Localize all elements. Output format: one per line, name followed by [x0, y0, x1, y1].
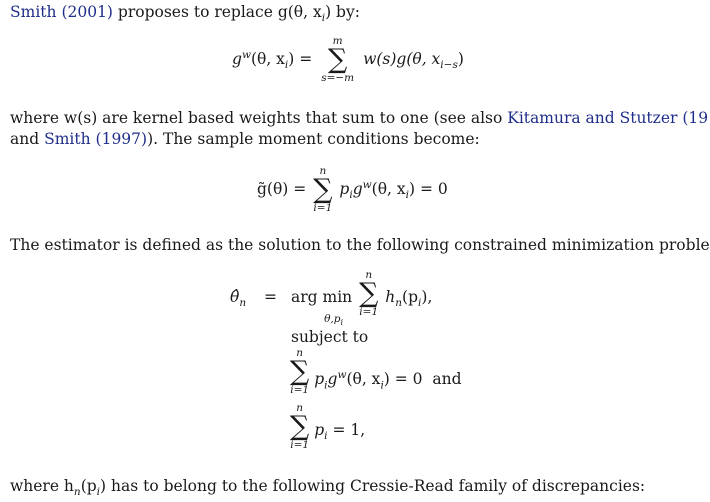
eq3-argmin-sub: $\theta,p_i$	[324, 313, 344, 328]
sigma-icon: ∑	[313, 174, 333, 205]
eq3-c1-summation	[290, 348, 309, 396]
citation-year[interactable]: (2001)	[61, 3, 113, 21]
eq3-theta-sub: n	[239, 297, 247, 310]
eq1-rhs-close: )	[457, 50, 464, 68]
eq3-theta-hat: θ̂	[230, 288, 240, 306]
citation-smith-1997[interactable]	[44, 130, 147, 148]
kernel-text: where w(s) are kernel based weights that sum to one (see also	[10, 109, 503, 127]
eq1-rhs: w(s)g(θ, x	[363, 50, 441, 68]
paragraph-estimator	[10, 235, 710, 255]
kernel-tail: ). The sample moment conditions become:	[147, 130, 480, 148]
citation-smith-author[interactable]: Smith	[44, 130, 91, 148]
eq3-objective	[291, 270, 432, 333]
eq1-sum-lower: s=−m	[321, 72, 355, 84]
eq3-c2-summation	[290, 403, 309, 451]
eq3-argmin-text: arg min	[291, 288, 353, 306]
eq3-equals-sign: =	[264, 288, 277, 306]
eq2-g: g	[352, 180, 363, 198]
eq2-sum-lower: i=1	[313, 202, 333, 214]
cressie-mid: (p	[80, 477, 97, 495]
eq3-c2-lower: i=1	[290, 439, 310, 451]
eq3-constraint2	[290, 403, 365, 451]
citation-kitamura-stutzer[interactable]	[507, 109, 708, 127]
eq2-p: p	[339, 180, 350, 198]
eq3-c2-expr: $p_i = 1$,	[314, 421, 366, 443]
eq3-sum-upper: n	[365, 269, 373, 281]
eq1-lhs-args: (θ, x	[250, 50, 285, 68]
eq3-c1-expr: $p_ig^w(\theta$, $x_i) = 0$ and	[314, 369, 462, 392]
cressie-post: ) has to belong to the following Cressie-Read family of discrepancies:	[100, 477, 646, 495]
eq3-c1-lower: i=1	[290, 384, 310, 396]
cressie-sub-i: i	[96, 486, 101, 499]
kernel-and: and	[10, 130, 40, 148]
eq3-sum-lower: i=1	[359, 306, 379, 318]
eq3-constraint1	[290, 348, 462, 396]
eq2-sum-upper: n	[319, 165, 327, 177]
paragraph-intro	[10, 2, 360, 28]
paragraph-kernel-line1	[10, 108, 708, 128]
eq1-equals: ) =	[288, 50, 313, 68]
eq1-lhs-sub: i	[284, 59, 289, 72]
sigma-icon: ∑	[290, 411, 310, 442]
eq1-rhs-sub: i−s	[440, 59, 458, 72]
eq1-lhs-sup: w	[241, 48, 251, 61]
citation-kitamura-year[interactable]: (19	[682, 109, 709, 127]
eq2-p-sub: i	[349, 189, 353, 202]
eq2-lhs: g̃(θ) =	[257, 180, 307, 198]
intro-text: proposes to replace g(θ, $x_i$) by:	[117, 3, 360, 25]
eq1-lhs: g	[232, 50, 242, 68]
eq3-and: and	[432, 370, 462, 389]
equation-moment	[257, 166, 448, 214]
eq2-args-sub: i	[405, 189, 409, 202]
cressie-sub-n: n	[73, 486, 81, 499]
eq3-lhs-block	[230, 287, 246, 313]
eq1-summation	[321, 36, 354, 84]
eq3-h: $h_n(p_i)$,	[385, 288, 433, 310]
eq3-summation	[359, 270, 378, 318]
eq3-c2-upper: n	[296, 402, 304, 414]
eq2-close: ) = 0	[409, 180, 448, 198]
sigma-icon: ∑	[328, 44, 348, 75]
paragraph-kernel-line2	[10, 129, 480, 149]
equation-gw	[232, 36, 464, 84]
eq2-summation	[313, 166, 332, 214]
eq3-subject-to	[291, 327, 368, 347]
subject-to-text: subject to	[291, 328, 369, 346]
citation-kitamura-author[interactable]: Kitamura and Stutzer	[507, 109, 678, 127]
sigma-icon: ∑	[359, 278, 379, 309]
sigma-icon: ∑	[290, 356, 310, 387]
eq2-args: (θ, x	[371, 180, 406, 198]
cressie-pre: where h	[10, 477, 74, 495]
citation-smith-year[interactable]: (1997)	[95, 130, 148, 148]
paragraph-cressie-read	[10, 476, 645, 502]
eq1-sum-upper: m	[332, 35, 343, 47]
eq3-equals	[264, 287, 277, 307]
citation-author[interactable]: Smith	[10, 3, 57, 21]
eq2-g-sup: w	[362, 178, 372, 191]
citation-smith-2001[interactable]	[10, 3, 113, 21]
estimator-text: The estimator is defined as the solution to the following constrained minimization proble	[10, 236, 710, 254]
eq3-c1-upper: n	[296, 347, 304, 359]
